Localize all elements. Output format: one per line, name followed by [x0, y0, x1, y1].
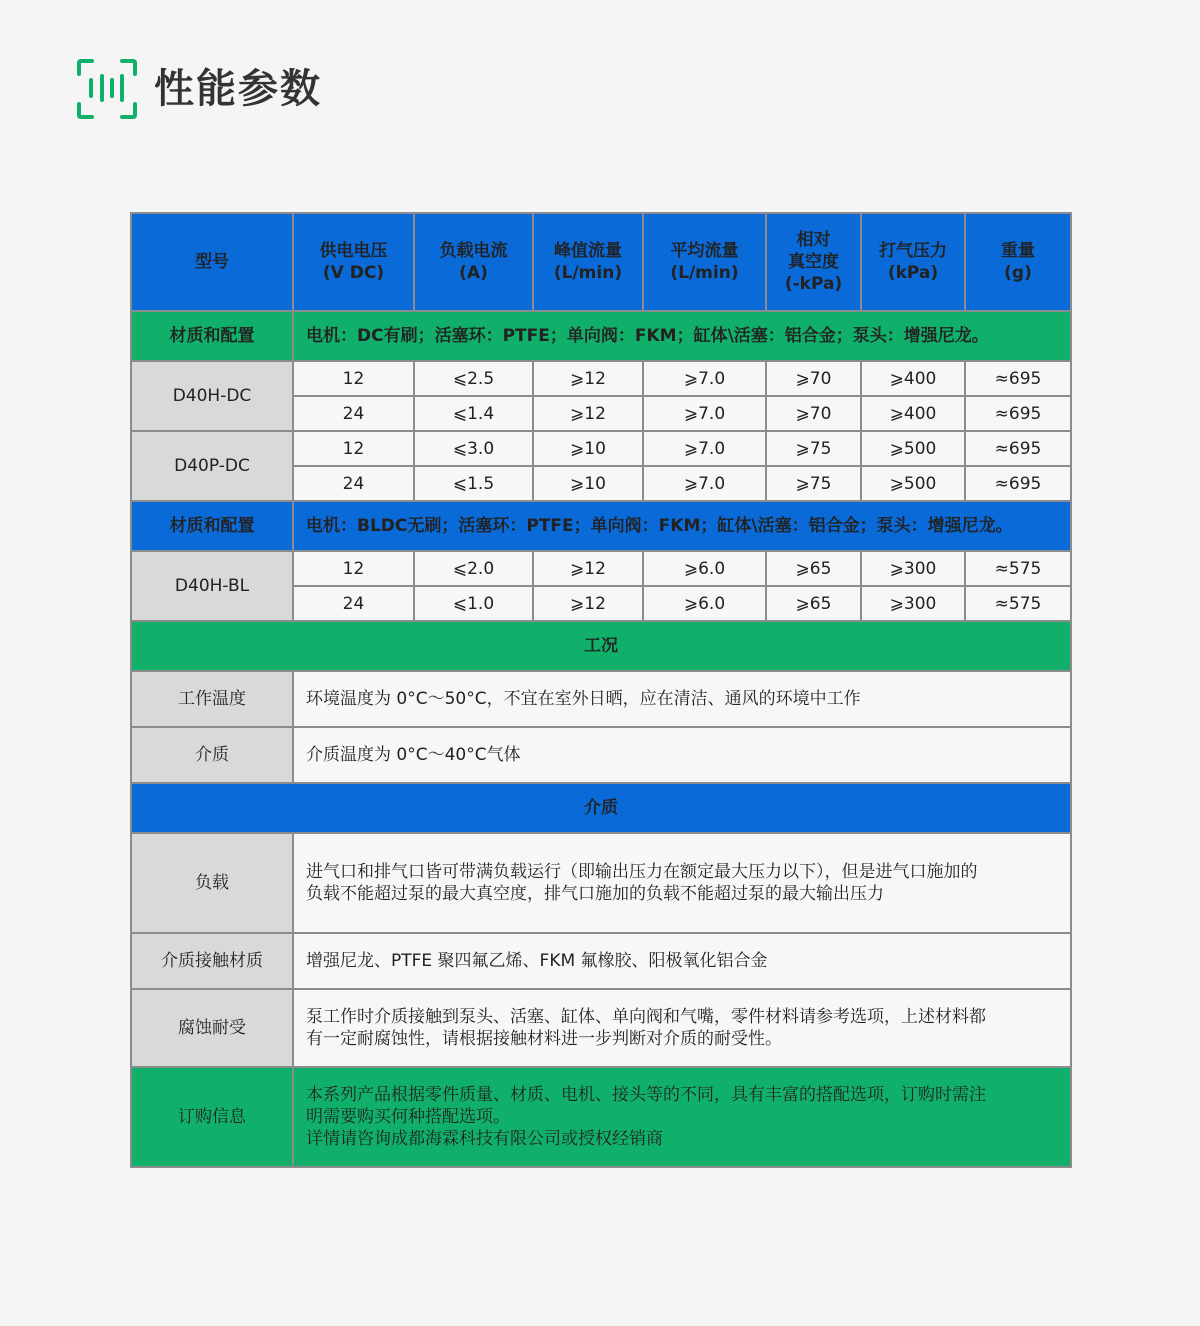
value-cell: ⩾400: [861, 396, 965, 431]
value-cell: ≈575: [965, 586, 1071, 621]
value-cell: ⩽1.4: [414, 396, 533, 431]
order-text: [293, 1067, 1071, 1167]
header-cell: [414, 213, 533, 311]
header-line: (kPa): [887, 263, 939, 283]
value-cell: ≈575: [965, 551, 1071, 586]
value-cell: ⩽1.0: [414, 586, 533, 621]
load-text-line: 负载不能超过泵的最大真空度，排气口施加的负载不能超过泵的最大输出压力: [306, 884, 884, 904]
value-cell: 24: [293, 396, 414, 431]
value-cell: ⩾400: [861, 361, 965, 396]
table-row: [131, 431, 1071, 466]
order-text-line: 明需要购买何种搭配选项。: [306, 1107, 510, 1127]
order-text-row: [131, 1067, 1071, 1167]
value-cell: ⩾300: [861, 586, 965, 621]
value-cell: 12: [293, 431, 414, 466]
medium-band: [131, 783, 1071, 833]
value-cell: ⩾12: [533, 586, 643, 621]
order-text-line: 本系列产品根据零件质量、材质、电机、接头等的不同，具有丰富的搭配选项，订购时需注: [306, 1085, 986, 1105]
value-cell: ⩾75: [766, 466, 861, 501]
config-row: [131, 501, 1071, 551]
value-cell: ⩾10: [533, 466, 643, 501]
corrosion-label: 腐蚀耐受: [131, 989, 293, 1067]
header-cell: [293, 213, 414, 311]
contact-label: 介质接触材质: [131, 933, 293, 989]
model-name: D40H-DC: [131, 361, 293, 431]
value-cell: ⩾7.0: [643, 431, 766, 466]
corrosion-text-line: 泵工作时介质接触到泵头、活塞、缸体、单向阀和气嘴，零件材料请参考选项，上述材料都: [306, 1007, 986, 1027]
value-cell: ⩾10: [533, 431, 643, 466]
header-line: 型号: [195, 252, 229, 272]
value-cell: ⩾7.0: [643, 361, 766, 396]
load-label: 负载: [131, 833, 293, 933]
order-text-line: 详情请咨询成都海霖科技有限公司或授权经销商: [306, 1129, 663, 1149]
table-row: [131, 551, 1071, 586]
config-label: 材质和配置: [131, 311, 293, 361]
medium-text: [293, 727, 1071, 783]
conditions-band: [131, 621, 1071, 671]
header-cell-lines: [785, 229, 842, 295]
value-cell: ≈695: [965, 431, 1071, 466]
value-cell: ⩽2.0: [414, 551, 533, 586]
contact-text-line: 增强尼龙、PTFE 聚四氟乙烯、FKM 氟橡胶、阳极氧化铝合金: [306, 951, 768, 971]
temp-text: [293, 671, 1071, 727]
value-cell: ⩾300: [861, 551, 965, 586]
header-line: 相对: [796, 230, 831, 250]
contact-text-row: [131, 933, 1071, 989]
header-cell: [965, 213, 1071, 311]
value-cell: ⩾70: [766, 361, 861, 396]
performance-spec-table: [130, 212, 1072, 1168]
header-cell-lines: [879, 240, 947, 284]
value-cell: ⩽2.5: [414, 361, 533, 396]
corrosion-text: [293, 989, 1071, 1067]
header-line: (g): [1004, 263, 1032, 283]
order-label: 订购信息: [131, 1067, 293, 1167]
table-row: [131, 361, 1071, 396]
value-cell: 24: [293, 466, 414, 501]
value-cell: ⩾7.0: [643, 396, 766, 431]
value-cell: ≈695: [965, 396, 1071, 431]
value-cell: ≈695: [965, 361, 1071, 396]
value-cell: ≈695: [965, 466, 1071, 501]
header-line: 平均流量: [670, 241, 739, 261]
header-cell: [533, 213, 643, 311]
config-row: [131, 311, 1071, 361]
value-cell: 12: [293, 551, 414, 586]
header-line: 打气压力: [879, 241, 947, 261]
header-cell: [643, 213, 766, 311]
value-cell: ⩾75: [766, 431, 861, 466]
value-cell: ⩾500: [861, 466, 965, 501]
header-line: 重量: [1001, 241, 1035, 261]
config-label: 材质和配置: [131, 501, 293, 551]
load-text-line: 进气口和排气口皆可带满负载运行（即输出压力在额定最大压力以下），但是进气口施加的: [306, 862, 978, 882]
conditions-title: 工况: [131, 621, 1071, 671]
temp-text-line: 环境温度为 0°C～50°C，不宜在室外日晒，应在清洁、通风的环境中工作: [306, 689, 861, 709]
value-cell: ⩾65: [766, 551, 861, 586]
model-name: D40P-DC: [131, 431, 293, 501]
header-line: (V DC): [322, 263, 385, 283]
value-cell: ⩾12: [533, 551, 643, 586]
header-cell-lines: [1001, 240, 1035, 284]
value-cell: ⩾70: [766, 396, 861, 431]
value-cell: ⩾6.0: [643, 586, 766, 621]
medium-label: 介质: [131, 727, 293, 783]
header-cell-lines: [440, 240, 508, 284]
header-cell-lines: [195, 251, 229, 273]
page-title: 性能参数: [154, 66, 322, 112]
header-line: 负载电流: [439, 241, 508, 261]
page-header: [76, 58, 322, 120]
header-cell-lines: [320, 240, 388, 284]
medium-title: 介质: [131, 783, 1071, 833]
header-line: (L/min): [670, 263, 739, 283]
value-cell: ⩾12: [533, 361, 643, 396]
temp-text-row: [131, 671, 1071, 727]
temp-label: 工作温度: [131, 671, 293, 727]
header-line: (A): [459, 263, 488, 283]
corrosion-text-line: 有一定耐腐蚀性，请根据接触材料进一步判断对介质的耐受性。: [306, 1029, 782, 1049]
barcode-scan-icon: [76, 58, 138, 120]
header-line: 供电电压: [319, 241, 388, 261]
value-cell: ⩾65: [766, 586, 861, 621]
value-cell: ⩾7.0: [643, 466, 766, 501]
header-cell-lines: [670, 240, 738, 284]
value-cell: ⩾12: [533, 396, 643, 431]
medium-text-line: 介质温度为 0°C～40°C气体: [306, 745, 521, 765]
medium-text-row: [131, 727, 1071, 783]
model-name: D40H-BL: [131, 551, 293, 621]
corrosion-text-row: [131, 989, 1071, 1067]
header-line: (-kPa): [784, 274, 843, 294]
value-cell: 12: [293, 361, 414, 396]
header-line: 峰值流量: [553, 241, 622, 261]
header-row: [131, 213, 1071, 311]
header-cell: [861, 213, 965, 311]
value-cell: ⩽1.5: [414, 466, 533, 501]
config-text: 电机：BLDC无刷；活塞环：PTFE；单向阀：FKM；缸体\活塞：铝合金；泵头：增强尼龙。: [293, 501, 1071, 551]
config-text: 电机：DC有刷；活塞环：PTFE；单向阀：FKM；缸体\活塞：铝合金；泵头：增强尼龙。: [293, 311, 1071, 361]
value-cell: 24: [293, 586, 414, 621]
header-cell-lines: [554, 240, 622, 284]
value-cell: ⩽3.0: [414, 431, 533, 466]
contact-text: [293, 933, 1071, 989]
load-text-row: [131, 833, 1071, 933]
value-cell: ⩾500: [861, 431, 965, 466]
value-cell: ⩾6.0: [643, 551, 766, 586]
header-cell: [766, 213, 861, 311]
load-text: [293, 833, 1071, 933]
header-line: 真空度: [788, 252, 839, 272]
header-line: (L/min): [553, 263, 623, 283]
header-cell: [131, 213, 293, 311]
